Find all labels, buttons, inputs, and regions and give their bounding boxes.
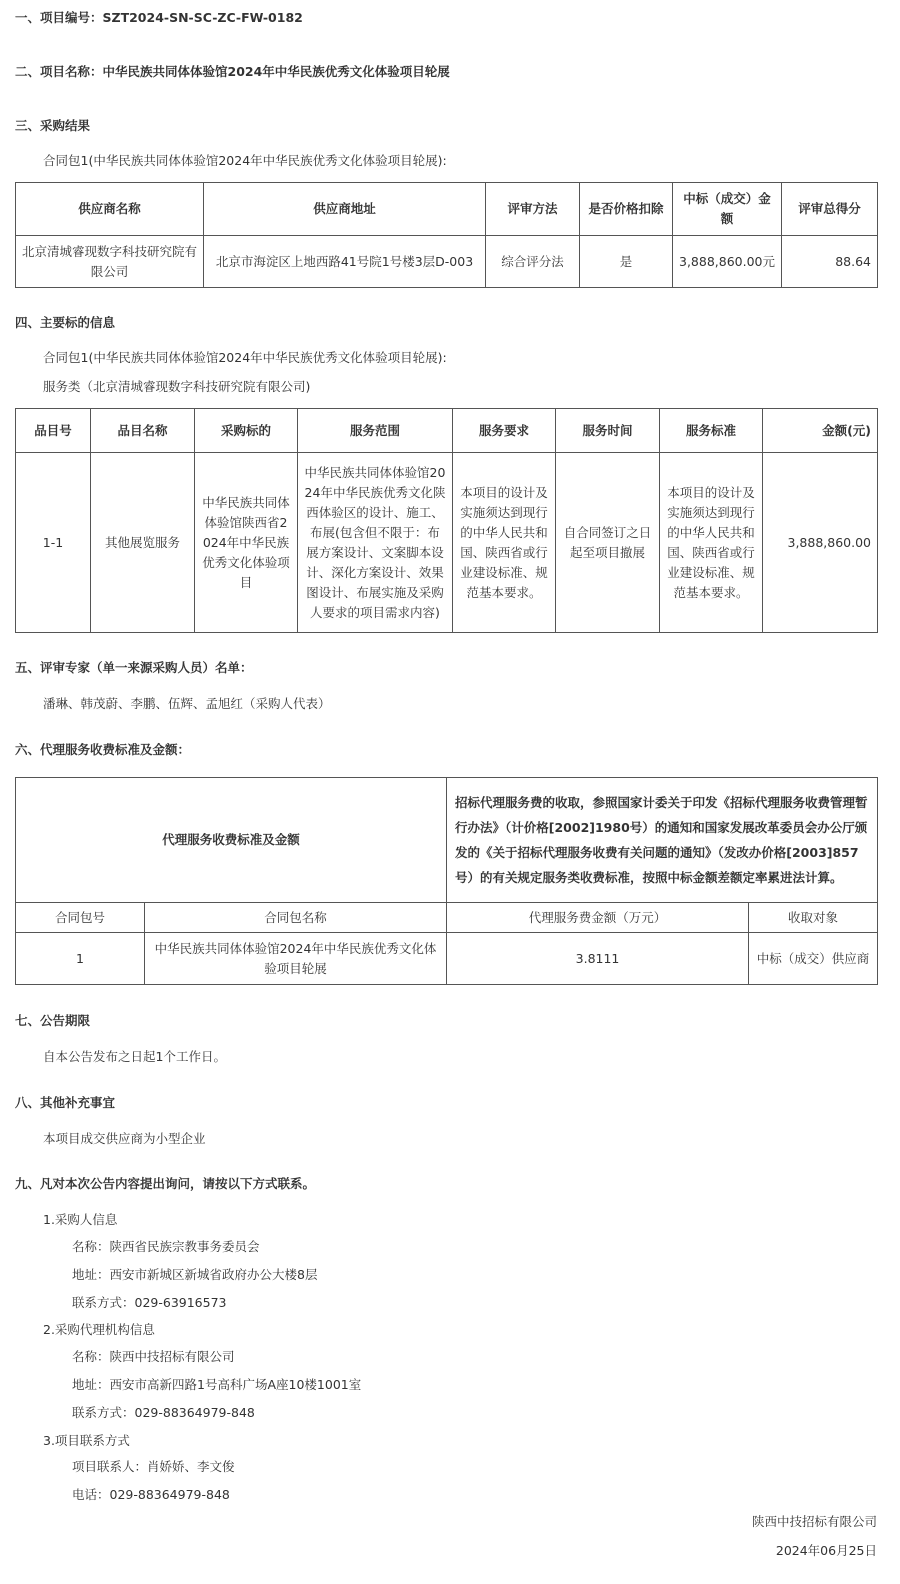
project-name-value: 中华民族共同体体验馆2024年中华民族优秀文化体验项目轮展 bbox=[102, 64, 450, 79]
section-project-name bbox=[15, 62, 450, 80]
subject-header-item-no: 品目号 bbox=[16, 409, 91, 453]
buyer-address: 地址：西安市新城区新城省政府办公大楼8层 bbox=[72, 1267, 318, 1282]
subject-header-service-standard: 服务标准 bbox=[660, 409, 763, 453]
project-name-label: 二、项目名称： bbox=[15, 64, 103, 79]
result-table-header-row bbox=[16, 183, 878, 236]
section-announcement-period-heading: 七、公告期限 bbox=[15, 1013, 91, 1028]
agency-cell-package-no: 1 bbox=[16, 933, 145, 985]
announcement-period-text: 自本公告发布之日起1个工作日。 bbox=[43, 1049, 226, 1064]
subject-cell-service-requirement: 本项目的设计及实施须达到现行的中华人民共和国、陕西省或行业建设标准、规范基本要求。 bbox=[453, 453, 556, 633]
result-package-line: 合同包1(中华民族共同体体验馆2024年中华民族优秀文化体验项目轮展): bbox=[43, 153, 447, 168]
result-cell-review-method: 综合评分法 bbox=[486, 236, 580, 288]
agency-info-title: 2.采购代理机构信息 bbox=[43, 1322, 155, 1337]
result-table bbox=[15, 182, 878, 288]
subject-header-procurement-subject: 采购标的 bbox=[195, 409, 298, 453]
project-contact-phone: 电话：029-88364979-848 bbox=[72, 1487, 230, 1502]
subject-table bbox=[15, 408, 878, 633]
subject-header-service-requirement: 服务要求 bbox=[453, 409, 556, 453]
section-supplement-heading: 八、其他补充事宜 bbox=[15, 1095, 116, 1110]
agency-cell-package-name: 中华民族共同体体验馆2024年中华民族优秀文化体验项目轮展 bbox=[145, 933, 447, 985]
subject-table-header-row bbox=[16, 409, 878, 453]
section-procurement-result-heading: 三、采购结果 bbox=[15, 118, 91, 133]
table-row bbox=[16, 453, 878, 633]
table-row bbox=[16, 236, 878, 288]
result-header-review-method: 评审方法 bbox=[486, 183, 580, 236]
subject-cell-service-standard: 本项目的设计及实施须达到现行的中华人民共和国、陕西省或行业建设标准、规范基本要求。 bbox=[660, 453, 763, 633]
subject-cell-item-no: 1-1 bbox=[16, 453, 91, 633]
experts-list: 潘琳、韩茂蔚、李鹏、伍辉、孟旭红（采购人代表） bbox=[43, 696, 331, 711]
subject-header-service-time: 服务时间 bbox=[556, 409, 660, 453]
footer-company: 陕西中技招标有限公司 bbox=[751, 1514, 877, 1529]
agency-header-fee-amount: 代理服务费金额（万元） bbox=[447, 903, 749, 933]
section-experts-heading: 五、评审专家（单一来源采购人员）名单： bbox=[15, 660, 253, 675]
project-contact-person: 项目联系人：肖娇娇、李文俊 bbox=[72, 1459, 235, 1474]
buyer-name: 名称：陕西省民族宗教事务委员会 bbox=[72, 1239, 260, 1254]
project-number-value: SZT2024-SN-SC-ZC-FW-0182 bbox=[102, 10, 303, 25]
section-agency-fee-heading: 六、代理服务收费标准及金额： bbox=[15, 742, 191, 757]
agency-header-package-no: 合同包号 bbox=[16, 903, 145, 933]
project-number-label: 一、项目编号： bbox=[15, 10, 103, 25]
result-header-supplier-address: 供应商地址 bbox=[204, 183, 486, 236]
section-subject-info-heading: 四、主要标的信息 bbox=[15, 315, 116, 330]
agency-fee-header-row bbox=[16, 903, 878, 933]
supplement-text: 本项目成交供应商为小型企业 bbox=[43, 1131, 206, 1146]
agency-fee-standard-row bbox=[16, 778, 878, 903]
agency-fee-title: 代理服务收费标准及金额 bbox=[16, 778, 447, 903]
result-header-award-amount: 中标（成交）金额 bbox=[673, 183, 782, 236]
section-project-number bbox=[15, 8, 303, 26]
agency-name: 名称：陕西中技招标有限公司 bbox=[72, 1349, 235, 1364]
agency-header-charge-target: 收取对象 bbox=[749, 903, 878, 933]
result-cell-supplier-address: 北京市海淀区上地西路41号院1号楼3层D-003 bbox=[204, 236, 486, 288]
subject-cell-service-scope: 中华民族共同体体验馆2024年中华民族优秀文化陕西体验区的设计、施工、布展(包含但不限于：布展方案设计、文案脚本设计、深化方案设计、效果图设计、布展实施及采购人要求的项目需求内容) bbox=[298, 453, 453, 633]
subject-service-line: 服务类（北京清城睿现数字科技研究院有限公司) bbox=[43, 379, 311, 394]
subject-cell-amount: 3,888,860.00 bbox=[763, 453, 878, 633]
agency-address: 地址：西安市高新四路1号高科广场A座10楼1001室 bbox=[72, 1377, 362, 1392]
buyer-phone: 联系方式：029-63916573 bbox=[72, 1295, 227, 1310]
subject-cell-service-time: 自合同签订之日起至项目撤展 bbox=[556, 453, 660, 633]
result-cell-supplier-name: 北京清城睿现数字科技研究院有限公司 bbox=[16, 236, 204, 288]
project-contact-title: 3.项目联系方式 bbox=[43, 1433, 130, 1448]
subject-package-line: 合同包1(中华民族共同体体验馆2024年中华民族优秀文化体验项目轮展): bbox=[43, 350, 447, 365]
subject-header-amount: 金额(元) bbox=[763, 409, 878, 453]
result-cell-total-score: 88.64 bbox=[782, 236, 878, 288]
agency-fee-table bbox=[15, 777, 878, 985]
result-header-total-score: 评审总得分 bbox=[782, 183, 878, 236]
result-cell-award-amount: 3,888,860.00元 bbox=[673, 236, 782, 288]
agency-cell-charge-target: 中标（成交）供应商 bbox=[749, 933, 878, 985]
agency-phone: 联系方式：029-88364979-848 bbox=[72, 1405, 255, 1420]
subject-cell-procurement-subject: 中华民族共同体体验馆陕西省2024年中华民族优秀文化体验项目 bbox=[195, 453, 298, 633]
buyer-info-title: 1.采购人信息 bbox=[43, 1212, 118, 1227]
result-header-price-deduction: 是否价格扣除 bbox=[580, 183, 673, 236]
section-contact-heading: 九、凡对本次公告内容提出询问，请按以下方式联系。 bbox=[15, 1176, 316, 1191]
result-cell-price-deduction: 是 bbox=[580, 236, 673, 288]
agency-cell-fee-amount: 3.8111 bbox=[447, 933, 749, 985]
result-header-supplier-name: 供应商名称 bbox=[16, 183, 204, 236]
subject-header-service-scope: 服务范围 bbox=[298, 409, 453, 453]
agency-header-package-name: 合同包名称 bbox=[145, 903, 447, 933]
agency-fee-description: 招标代理服务费的收取，参照国家计委关于印发《招标代理服务收费管理暂行办法》（计价格[2002]1980号）的通知和国家发展改革委员会办公厅颁发的《关于招标代理服务收费有关问题的通知》（发改办价格[2003]857号）的有关规定服务类收费标准，按照中标金额差额定率累进法计算。 bbox=[447, 778, 878, 903]
subject-header-item-name: 品目名称 bbox=[91, 409, 195, 453]
table-row bbox=[16, 933, 878, 985]
subject-cell-item-name: 其他展览服务 bbox=[91, 453, 195, 633]
footer-date: 2024年06月25日 bbox=[775, 1543, 877, 1558]
